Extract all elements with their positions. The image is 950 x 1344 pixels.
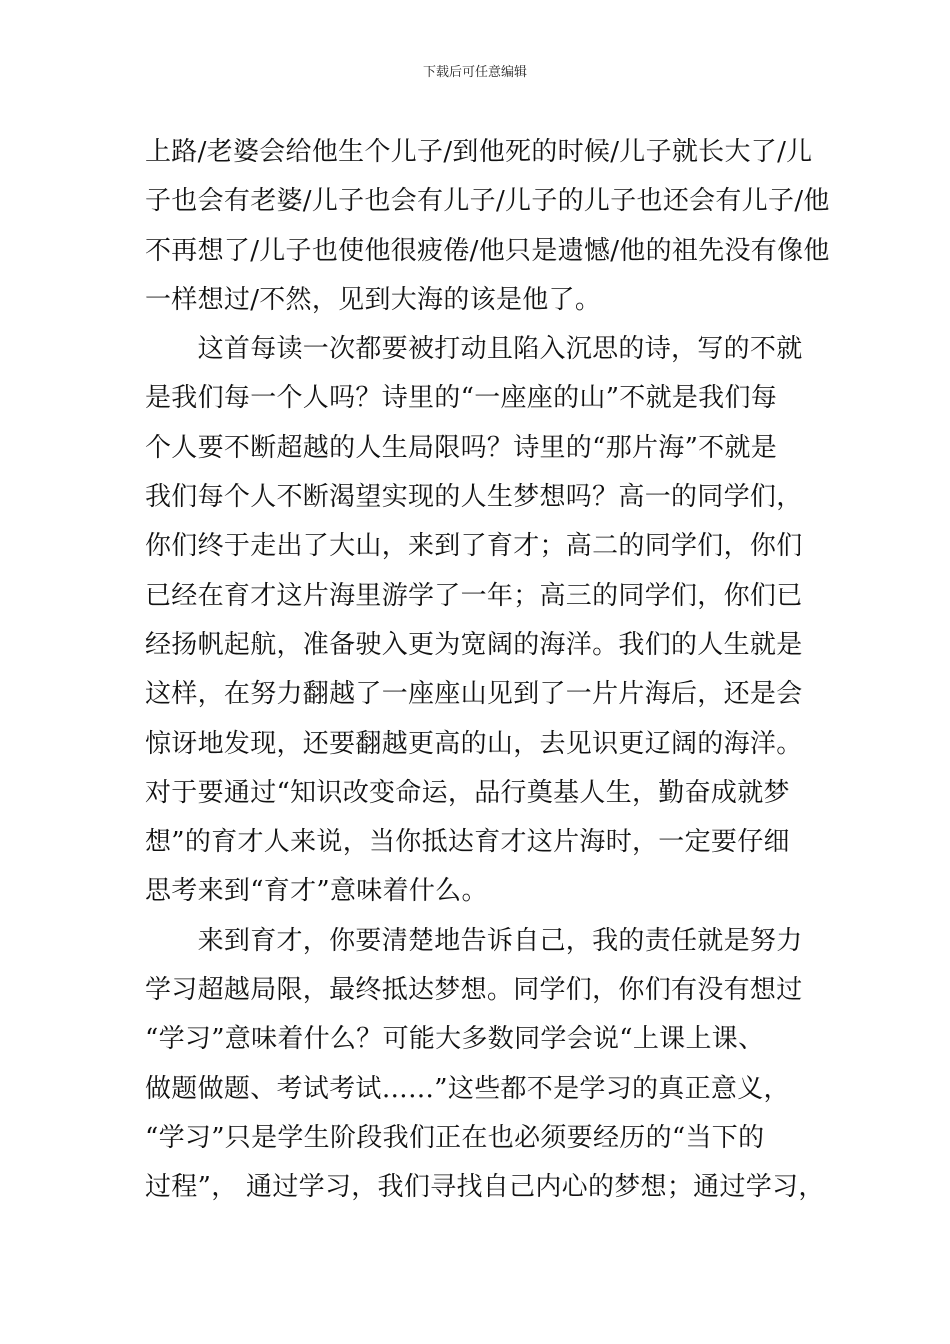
text-line: 我们每个人不断渴望实现的人生梦想吗？高一的同学们， <box>145 482 803 513</box>
text-line: 一样想过/不然，见到大海的该是他了。 <box>145 284 602 315</box>
text-line: 上路/老婆会给他生个儿子/到他死的时候/儿子就长大了/儿 <box>145 137 813 167</box>
text-line: 经扬帆起航，准备驶入更为宽阔的海洋。我们的人生就是 <box>145 629 803 660</box>
paragraph <box>145 325 810 917</box>
text-line: “学习”意味着什么？可能大多数同学会说“上课上课、 <box>145 1024 765 1055</box>
text-line: 不再想了/儿子也使他很疲倦/他只是遗憾/他的祖先没有像他 <box>145 235 830 266</box>
text-line: 子也会有老婆/儿子也会有儿子/儿子的儿子也还会有儿子/他 <box>145 186 830 217</box>
text-line: 过程”， 通过学习，我们寻找自己内心的梦想；通过学习， <box>145 1172 825 1203</box>
page-header: 下载后可任意编辑 <box>422 65 527 80</box>
text-line: 已经在育才这片海里游学了一年；高三的同学们，你们已 <box>145 580 803 611</box>
text-line: 对于要通过“知识改变命运，品行奠基人生，勤奋成就梦 <box>145 777 790 808</box>
paragraph <box>145 128 830 325</box>
text-line: 思考来到“育才”意味着什么。 <box>145 876 488 907</box>
text-line: 来到育才，你要清楚地告诉自己，我的责任就是努力 <box>145 925 803 956</box>
text-line: 做题做题、考试考试……”这些都不是学习的真正意义， <box>145 1073 790 1104</box>
paragraph <box>145 917 825 1213</box>
text-line: “学习”只是学生阶段我们正在也必须要经历的“当下的 <box>145 1122 765 1153</box>
text-line: 惊讶地发现，还要翻越更高的山，去见识更辽阔的海洋。 <box>145 728 803 759</box>
text-line: 这样，在努力翻越了一座座山见到了一片片海后，还是会 <box>145 679 803 710</box>
text-line: 个人要不断超越的人生局限吗？诗里的“那片海”不就是 <box>145 432 778 463</box>
text-line: 想”的育才人来说，当你抵达育才这片海时，一定要仔细 <box>145 827 790 858</box>
text-line: 你们终于走出了大山，来到了育才；高二的同学们，你们 <box>145 531 803 562</box>
text-line: 这首每读一次都要被打动且陷入沉思的诗，写的不就 <box>145 334 803 365</box>
document-body <box>145 128 830 1213</box>
text-line: 学习超越局限，最终抵达梦想。同学们，你们有没有想过 <box>145 975 803 1006</box>
text-line: 是我们每一个人吗？诗里的“一座座的山”不就是我们每 <box>145 383 778 414</box>
